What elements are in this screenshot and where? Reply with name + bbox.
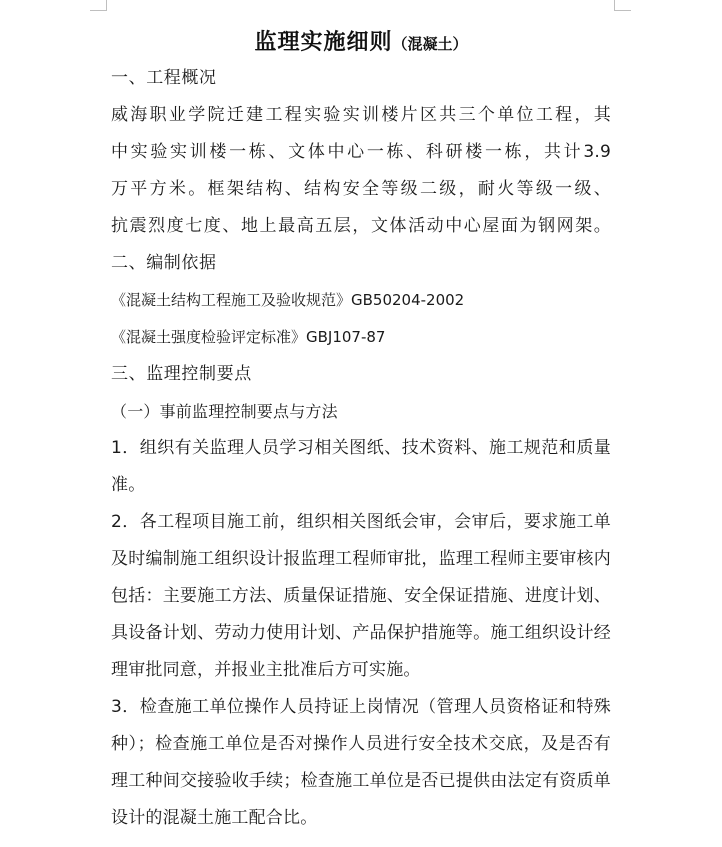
- section-heading: 一、工程概况: [111, 68, 217, 88]
- document-title: [0, 22, 722, 64]
- body-text-line: 威海职业学院迁建工程实验实训楼片区共三个单位工程，其: [111, 105, 611, 125]
- body-text-line: 具设备计划、劳动力使用计划、产品保护措施等。施工组织设计经: [111, 623, 611, 643]
- body-text-line: 包括：主要施工方法、质量保证措施、安全保证措施、进度计划、: [111, 586, 611, 606]
- body-text-line: 3．检查施工单位操作人员持证上岗情况（管理人员资格证和特殊: [111, 697, 611, 717]
- document-body: [111, 60, 611, 837]
- body-text-line: 设计的混凝土施工配合比。: [111, 808, 318, 828]
- body-text-line: 理工种间交接验收手续；检查施工单位是否已提供由法定有资质单: [111, 771, 611, 791]
- crop-mark-top-left: [90, 0, 107, 11]
- body-text-line: 准。: [111, 475, 146, 495]
- reference-line: 《混凝土结构工程施工及验收规范》GB50204-2002: [111, 291, 465, 309]
- section-heading: 三、监理控制要点: [111, 364, 252, 384]
- body-text-line: 2．各工程项目施工前，组织相关图纸会审，会审后，要求施工单: [111, 512, 611, 532]
- body-text-line: 中实验实训楼一栋、文体中心一栋、科研楼一栋，共计3.9: [111, 142, 611, 162]
- title-suffix: （混凝土）: [392, 35, 468, 53]
- body-text-line: 及时编制施工组织设计报监理工程师审批，监理工程师主要审核内: [111, 549, 611, 569]
- subsection-heading: （一）事前监理控制要点与方法: [111, 402, 338, 421]
- crop-mark-top-right: [614, 0, 631, 11]
- body-text-line: 万平方米。框架结构、结构安全等级二级，耐火等级一级、: [111, 179, 611, 199]
- body-text-line: 理审批同意，并报业主批准后方可实施。: [111, 660, 421, 680]
- body-text-line: 1．组织有关监理人员学习相关图纸、技术资料、施工规范和质量: [111, 438, 611, 458]
- title-main: 监理实施细则: [254, 29, 393, 55]
- reference-line: 《混凝土强度检验评定标准》GBJ107-87: [111, 328, 386, 346]
- section-heading: 二、编制依据: [111, 253, 217, 273]
- body-text-line: 种）；检查施工单位是否对操作人员进行安全技术交底，及是否有: [111, 734, 611, 754]
- body-text-line: 抗震烈度七度、地上最高五层，文体活动中心屋面为钢网架。: [111, 216, 611, 236]
